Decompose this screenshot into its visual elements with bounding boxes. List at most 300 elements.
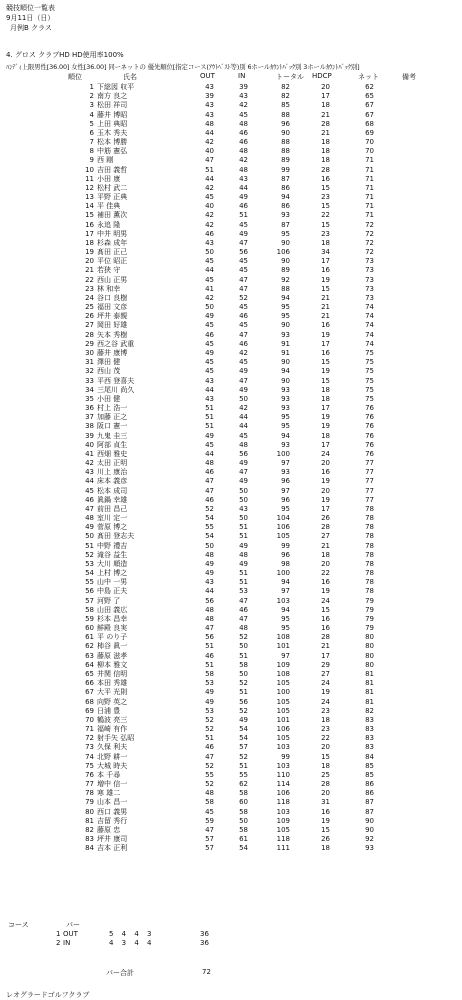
table-row bbox=[0, 569, 462, 578]
cell-total: 103 bbox=[276, 743, 290, 752]
cell-total: 96 bbox=[281, 119, 290, 128]
cell-rank: 6 bbox=[89, 128, 94, 137]
cell-hdcp: 16 bbox=[321, 321, 330, 330]
cell-out: 45 bbox=[205, 339, 214, 348]
cell-hdcp: 25 bbox=[321, 770, 330, 779]
cell-out: 43 bbox=[205, 101, 214, 110]
table-row bbox=[0, 661, 462, 670]
cell-out: 48 bbox=[205, 614, 214, 623]
cell-name: 吉留 秀行 bbox=[97, 816, 128, 825]
cell-total: 95 bbox=[281, 229, 290, 238]
cell-net: 78 bbox=[365, 550, 374, 559]
cell-hdcp: 20 bbox=[321, 83, 330, 91]
cell-name: 山本 昌一 bbox=[97, 798, 128, 807]
cell-hdcp: 28 bbox=[321, 523, 330, 532]
cell-out: 49 bbox=[205, 431, 214, 440]
cell-total: 100 bbox=[276, 569, 290, 578]
cell-in: 45 bbox=[239, 358, 248, 367]
cell-hdcp: 24 bbox=[321, 596, 330, 605]
cell-total: 109 bbox=[276, 660, 290, 669]
cell-hdcp: 18 bbox=[321, 761, 330, 770]
cell-hdcp: 15 bbox=[321, 358, 330, 367]
cell-rank: 77 bbox=[85, 780, 94, 789]
table-row bbox=[0, 367, 462, 376]
cell-net: 72 bbox=[365, 248, 374, 257]
cell-total: 87 bbox=[281, 174, 290, 183]
cell-in: 51 bbox=[239, 523, 248, 532]
cell-net: 92 bbox=[365, 835, 374, 844]
cell-net: 76 bbox=[365, 431, 374, 440]
table-row bbox=[0, 331, 462, 340]
cell-out: 49 bbox=[205, 697, 214, 706]
cell-out: 54 bbox=[205, 532, 214, 541]
cell-total: 105 bbox=[276, 825, 290, 834]
cell-hdcp: 23 bbox=[321, 193, 330, 202]
cell-out: 43 bbox=[205, 238, 214, 247]
table-row bbox=[0, 844, 462, 853]
cell-total: 88 bbox=[281, 147, 290, 156]
cell-hdcp: 18 bbox=[321, 138, 330, 147]
cell-out: 42 bbox=[205, 211, 214, 220]
cell-total: 90 bbox=[281, 321, 290, 330]
cell-out: 51 bbox=[205, 413, 214, 422]
cell-out: 49 bbox=[205, 688, 214, 697]
table-row bbox=[0, 551, 462, 560]
cell-total: 95 bbox=[281, 624, 290, 633]
table-row bbox=[0, 120, 462, 129]
cell-in: 51 bbox=[239, 761, 248, 770]
cell-name: 本 千尋 bbox=[97, 770, 121, 779]
cell-name: 南方 良之 bbox=[97, 92, 128, 101]
cell-name: 鮮殿 良実 bbox=[97, 624, 128, 633]
table-row bbox=[0, 147, 462, 156]
cell-out: 42 bbox=[205, 220, 214, 229]
cell-total: 99 bbox=[281, 165, 290, 174]
cell-total: 97 bbox=[281, 651, 290, 660]
cell-in: 45 bbox=[239, 303, 248, 312]
cell-out: 55 bbox=[205, 770, 214, 779]
cell-hdcp: 18 bbox=[321, 844, 330, 853]
header-remarks: 備考 bbox=[402, 73, 416, 81]
cell-hdcp: 23 bbox=[321, 706, 330, 715]
cell-out: 43 bbox=[205, 578, 214, 587]
cell-net: 79 bbox=[365, 605, 374, 614]
table-row bbox=[0, 156, 462, 165]
cell-out: 45 bbox=[205, 367, 214, 376]
table-row bbox=[0, 239, 462, 248]
table-row bbox=[0, 202, 462, 211]
cell-rank: 74 bbox=[85, 752, 94, 761]
cell-net: 72 bbox=[365, 229, 374, 238]
header-total: トータル bbox=[276, 73, 304, 81]
cell-rank: 26 bbox=[85, 312, 94, 321]
cell-hdcp: 27 bbox=[321, 670, 330, 678]
cell-hdcp: 17 bbox=[321, 440, 330, 449]
cell-hdcp: 18 bbox=[321, 156, 330, 165]
cell-name: 杉森 成年 bbox=[97, 238, 128, 247]
cell-net: 81 bbox=[365, 697, 374, 706]
table-row bbox=[0, 276, 462, 285]
cell-hdcp: 18 bbox=[321, 394, 330, 403]
cell-rank: 69 bbox=[85, 706, 94, 715]
cell-hdcp: 21 bbox=[321, 541, 330, 550]
cell-out: 46 bbox=[205, 495, 214, 504]
cell-out: 43 bbox=[205, 394, 214, 403]
cell-name: 西山 茂 bbox=[97, 367, 121, 376]
cell-in: 48 bbox=[239, 624, 248, 633]
par-total-label: パー合計 bbox=[106, 969, 134, 977]
cell-out: 52 bbox=[205, 504, 214, 513]
cell-hdcp: 19 bbox=[321, 275, 330, 284]
cell-name: 髙田 正己 bbox=[97, 248, 128, 257]
cell-out: 50 bbox=[205, 541, 214, 550]
cell-hdcp: 19 bbox=[321, 367, 330, 376]
cell-rank: 41 bbox=[85, 449, 94, 458]
cell-total: 95 bbox=[281, 504, 290, 513]
cell-net: 86 bbox=[365, 780, 374, 789]
cell-total: 118 bbox=[276, 835, 290, 844]
cell-hdcp: 34 bbox=[321, 248, 330, 257]
cell-rank: 40 bbox=[85, 440, 94, 449]
cell-net: 81 bbox=[365, 688, 374, 697]
cell-in: 48 bbox=[239, 550, 248, 559]
cell-name: 大川 順造 bbox=[97, 559, 128, 568]
par-label: パー bbox=[66, 921, 80, 929]
cell-in: 47 bbox=[239, 284, 248, 293]
cell-net: 82 bbox=[365, 706, 374, 715]
cell-hdcp: 27 bbox=[321, 532, 330, 541]
cell-in: 52 bbox=[239, 633, 248, 642]
table-row bbox=[0, 257, 462, 266]
cell-out: 46 bbox=[205, 651, 214, 660]
table-row bbox=[0, 753, 462, 762]
table-row bbox=[0, 294, 462, 303]
cell-out: 55 bbox=[205, 523, 214, 532]
cell-hdcp: 20 bbox=[321, 486, 330, 495]
cell-hdcp: 19 bbox=[321, 495, 330, 504]
cell-out: 51 bbox=[205, 660, 214, 669]
cell-out: 49 bbox=[205, 348, 214, 357]
cell-in: 42 bbox=[239, 101, 248, 110]
cell-name: 藤井 康博 bbox=[97, 348, 128, 357]
cell-name: 藤原 滋孝 bbox=[97, 651, 128, 660]
cell-out: 58 bbox=[205, 798, 214, 807]
cell-total: 96 bbox=[281, 495, 290, 504]
cell-hdcp: 18 bbox=[321, 431, 330, 440]
event-date: 9月11日（日） bbox=[6, 14, 55, 22]
cell-rank: 32 bbox=[85, 367, 94, 376]
cell-hdcp: 21 bbox=[321, 303, 330, 312]
cell-net: 80 bbox=[365, 633, 374, 642]
cell-name: 松田 祥司 bbox=[97, 101, 128, 110]
cell-name: 阿部 貞生 bbox=[97, 440, 128, 449]
cell-net: 73 bbox=[365, 275, 374, 284]
cell-in: 43 bbox=[239, 504, 248, 513]
cell-name: 下総図 収平 bbox=[97, 83, 135, 91]
cell-name: 坪井 泰親 bbox=[97, 312, 128, 321]
cell-out: 48 bbox=[205, 789, 214, 798]
cell-in: 55 bbox=[239, 770, 248, 779]
cell-in: 50 bbox=[239, 816, 248, 825]
cell-rank: 18 bbox=[85, 238, 94, 247]
cell-rank: 59 bbox=[85, 614, 94, 623]
cell-out: 47 bbox=[205, 156, 214, 165]
cell-hdcp: 23 bbox=[321, 229, 330, 238]
table-row bbox=[0, 386, 462, 395]
cell-hdcp: 16 bbox=[321, 348, 330, 357]
header-out: OUT bbox=[200, 72, 215, 80]
cell-net: 83 bbox=[365, 743, 374, 752]
cell-name: 山中 一男 bbox=[97, 578, 128, 587]
cell-out: 49 bbox=[205, 559, 214, 568]
cell-total: 93 bbox=[281, 468, 290, 477]
cell-name: 加藤 正之 bbox=[97, 413, 128, 422]
cell-out: 51 bbox=[205, 642, 214, 651]
cell-rank: 31 bbox=[85, 358, 94, 367]
cell-name: 髙田 登志夫 bbox=[97, 532, 135, 541]
cell-in: 49 bbox=[239, 385, 248, 394]
cell-name: 室川 定一 bbox=[97, 514, 128, 523]
cell-net: 62 bbox=[365, 83, 374, 91]
cell-out: 48 bbox=[205, 605, 214, 614]
cell-name: 射手矢 弘昭 bbox=[97, 734, 135, 743]
cell-rank: 24 bbox=[85, 293, 94, 302]
cell-name: 矢本 秀樹 bbox=[97, 330, 128, 339]
table-row bbox=[0, 505, 462, 514]
cell-net: 83 bbox=[365, 734, 374, 743]
cell-name: 永追 隆 bbox=[97, 220, 121, 229]
cell-rank: 57 bbox=[85, 596, 94, 605]
cell-total: 94 bbox=[281, 431, 290, 440]
cell-hdcp: 20 bbox=[321, 459, 330, 468]
cell-total: 85 bbox=[281, 101, 290, 110]
cell-total: 105 bbox=[276, 532, 290, 541]
cell-rank: 19 bbox=[85, 248, 94, 257]
table-row bbox=[0, 725, 462, 734]
table-row bbox=[0, 670, 462, 679]
cell-hdcp: 15 bbox=[321, 605, 330, 614]
cell-in: 51 bbox=[239, 578, 248, 587]
cell-rank: 78 bbox=[85, 789, 94, 798]
cell-rank: 25 bbox=[85, 303, 94, 312]
cell-name: 平 のり子 bbox=[97, 633, 128, 642]
cell-name: 福崎 有作 bbox=[97, 725, 128, 734]
cell-total: 95 bbox=[281, 614, 290, 623]
course-line-no: 1 bbox=[56, 930, 61, 938]
cell-out: 51 bbox=[205, 165, 214, 174]
cell-rank: 76 bbox=[85, 770, 94, 779]
cell-net: 77 bbox=[365, 468, 374, 477]
table-row bbox=[0, 624, 462, 633]
cell-name: 柳本 雅文 bbox=[97, 660, 128, 669]
cell-net: 84 bbox=[365, 752, 374, 761]
cell-net: 83 bbox=[365, 725, 374, 734]
cell-rank: 33 bbox=[85, 376, 94, 385]
cell-total: 82 bbox=[281, 92, 290, 101]
cell-net: 78 bbox=[365, 541, 374, 550]
cell-total: 94 bbox=[281, 193, 290, 202]
cell-net: 78 bbox=[365, 559, 374, 568]
cell-total: 89 bbox=[281, 156, 290, 165]
cell-out: 52 bbox=[205, 715, 214, 724]
cell-in: 45 bbox=[239, 321, 248, 330]
cell-total: 88 bbox=[281, 138, 290, 147]
cell-hdcp: 16 bbox=[321, 468, 330, 477]
table-row bbox=[0, 349, 462, 358]
cell-in: 50 bbox=[239, 495, 248, 504]
cell-name: 松村 武二 bbox=[97, 183, 128, 192]
page-title: 競技順位一覧表 bbox=[6, 4, 55, 12]
course-line-total: 36 bbox=[200, 930, 209, 938]
cell-out: 50 bbox=[205, 303, 214, 312]
cell-total: 106 bbox=[276, 725, 290, 734]
cell-in: 45 bbox=[239, 266, 248, 275]
cell-name: 西畑 雅史 bbox=[97, 449, 128, 458]
cell-hdcp: 21 bbox=[321, 293, 330, 302]
cell-net: 83 bbox=[365, 715, 374, 724]
cell-in: 54 bbox=[239, 734, 248, 743]
handicap-note: ﾊﾝﾃﾞｨ上限男性[36.00] 女性[36.00] 同ーネットの 優先順位[指定コース(ｱｳﾄﾍﾞｽﾄ等)別 6ホールｶｳﾝﾄﾊﾞｯｸ別 3ホールｶｳﾝﾄﾊﾞｯｸ別] bbox=[6, 63, 360, 71]
cell-in: 50 bbox=[239, 670, 248, 678]
cell-net: 74 bbox=[365, 339, 374, 348]
cell-rank: 11 bbox=[85, 174, 94, 183]
cell-name: 藤原 忠 bbox=[97, 825, 121, 834]
table-row bbox=[0, 422, 462, 431]
cell-name: 澤田 健 bbox=[97, 358, 121, 367]
cell-rank: 8 bbox=[89, 147, 94, 156]
cell-net: 67 bbox=[365, 110, 374, 119]
cell-out: 58 bbox=[205, 670, 214, 678]
cell-out: 47 bbox=[205, 486, 214, 495]
cell-hdcp: 15 bbox=[321, 284, 330, 293]
cell-rank: 73 bbox=[85, 743, 94, 752]
cell-total: 89 bbox=[281, 266, 290, 275]
table-row bbox=[0, 587, 462, 596]
cell-out: 57 bbox=[205, 835, 214, 844]
cell-rank: 66 bbox=[85, 679, 94, 688]
cell-name: 西山 正男 bbox=[97, 275, 128, 284]
cell-name: 坪井 康司 bbox=[97, 835, 128, 844]
course-line-name: OUT bbox=[63, 930, 78, 938]
table-row bbox=[0, 496, 462, 505]
table-row bbox=[0, 166, 462, 175]
cell-rank: 42 bbox=[85, 459, 94, 468]
table-row bbox=[0, 175, 462, 184]
cell-hdcp: 26 bbox=[321, 835, 330, 844]
cell-out: 42 bbox=[205, 293, 214, 302]
cell-hdcp: 28 bbox=[321, 633, 330, 642]
cell-out: 46 bbox=[205, 229, 214, 238]
table-row bbox=[0, 514, 462, 523]
table-row bbox=[0, 826, 462, 835]
cell-rank: 1 bbox=[89, 83, 94, 91]
cell-name: 中野 禮吉 bbox=[97, 541, 128, 550]
cell-total: 100 bbox=[276, 449, 290, 458]
cell-hdcp: 18 bbox=[321, 101, 330, 110]
cell-name: 平野 正典 bbox=[97, 193, 128, 202]
cell-net: 71 bbox=[365, 183, 374, 192]
cell-total: 93 bbox=[281, 385, 290, 394]
cell-total: 95 bbox=[281, 413, 290, 422]
cell-hdcp: 17 bbox=[321, 404, 330, 413]
cell-total: 106 bbox=[276, 523, 290, 532]
cell-net: 76 bbox=[365, 413, 374, 422]
cell-name: 九鬼 圭三 bbox=[97, 431, 128, 440]
cell-net: 81 bbox=[365, 670, 374, 678]
table-row bbox=[0, 789, 462, 798]
cell-in: 45 bbox=[239, 431, 248, 440]
cell-name: 岡田 好雄 bbox=[97, 321, 128, 330]
cell-rank: 56 bbox=[85, 587, 94, 596]
cell-in: 45 bbox=[239, 257, 248, 266]
cell-hdcp: 22 bbox=[321, 734, 330, 743]
table-row bbox=[0, 221, 462, 230]
cell-name: 平位 昭正 bbox=[97, 257, 128, 266]
cell-total: 111 bbox=[276, 844, 290, 853]
table-row bbox=[0, 101, 462, 110]
cell-in: 46 bbox=[239, 202, 248, 211]
cell-hdcp: 21 bbox=[321, 642, 330, 651]
cell-rank: 83 bbox=[85, 835, 94, 844]
cell-out: 56 bbox=[205, 596, 214, 605]
cell-rank: 68 bbox=[85, 697, 94, 706]
cell-net: 93 bbox=[365, 844, 374, 853]
cell-in: 50 bbox=[239, 486, 248, 495]
cell-in: 48 bbox=[239, 165, 248, 174]
cell-in: 52 bbox=[239, 293, 248, 302]
cell-in: 46 bbox=[239, 138, 248, 147]
cell-name: 上田 典昭 bbox=[97, 119, 128, 128]
cell-net: 74 bbox=[365, 321, 374, 330]
cell-rank: 65 bbox=[85, 670, 94, 678]
cell-net: 78 bbox=[365, 587, 374, 596]
cell-in: 54 bbox=[239, 844, 248, 853]
cell-in: 46 bbox=[239, 312, 248, 321]
cell-name: 西之谷 武重 bbox=[97, 339, 135, 348]
cell-in: 47 bbox=[239, 238, 248, 247]
cell-rank: 38 bbox=[85, 422, 94, 431]
cell-total: 93 bbox=[281, 330, 290, 339]
cell-in: 58 bbox=[239, 825, 248, 834]
cell-name: 井関 信明 bbox=[97, 670, 128, 678]
cell-out: 43 bbox=[205, 376, 214, 385]
cell-rank: 12 bbox=[85, 183, 94, 192]
cell-hdcp: 28 bbox=[321, 119, 330, 128]
cell-name: 玉木 秀夫 bbox=[97, 128, 128, 137]
cell-out: 45 bbox=[205, 440, 214, 449]
cell-in: 51 bbox=[239, 211, 248, 220]
cell-name: 柿谷 眞一 bbox=[97, 642, 128, 651]
cell-net: 78 bbox=[365, 504, 374, 513]
cell-net: 71 bbox=[365, 156, 374, 165]
cell-in: 46 bbox=[239, 605, 248, 614]
cell-rank: 44 bbox=[85, 477, 94, 486]
table-row bbox=[0, 835, 462, 844]
cell-name: 村上 浩一 bbox=[97, 404, 128, 413]
table-row bbox=[0, 707, 462, 716]
cell-name: 河野 了 bbox=[97, 596, 121, 605]
cell-out: 40 bbox=[205, 202, 214, 211]
cell-net: 85 bbox=[365, 761, 374, 770]
table-row bbox=[0, 633, 462, 642]
cell-total: 93 bbox=[281, 440, 290, 449]
table-row bbox=[0, 441, 462, 450]
cell-hdcp: 17 bbox=[321, 92, 330, 101]
cell-total: 86 bbox=[281, 183, 290, 192]
cell-out: 53 bbox=[205, 706, 214, 715]
table-row bbox=[0, 377, 462, 386]
cell-name: 中筋 憲弘 bbox=[97, 147, 128, 156]
